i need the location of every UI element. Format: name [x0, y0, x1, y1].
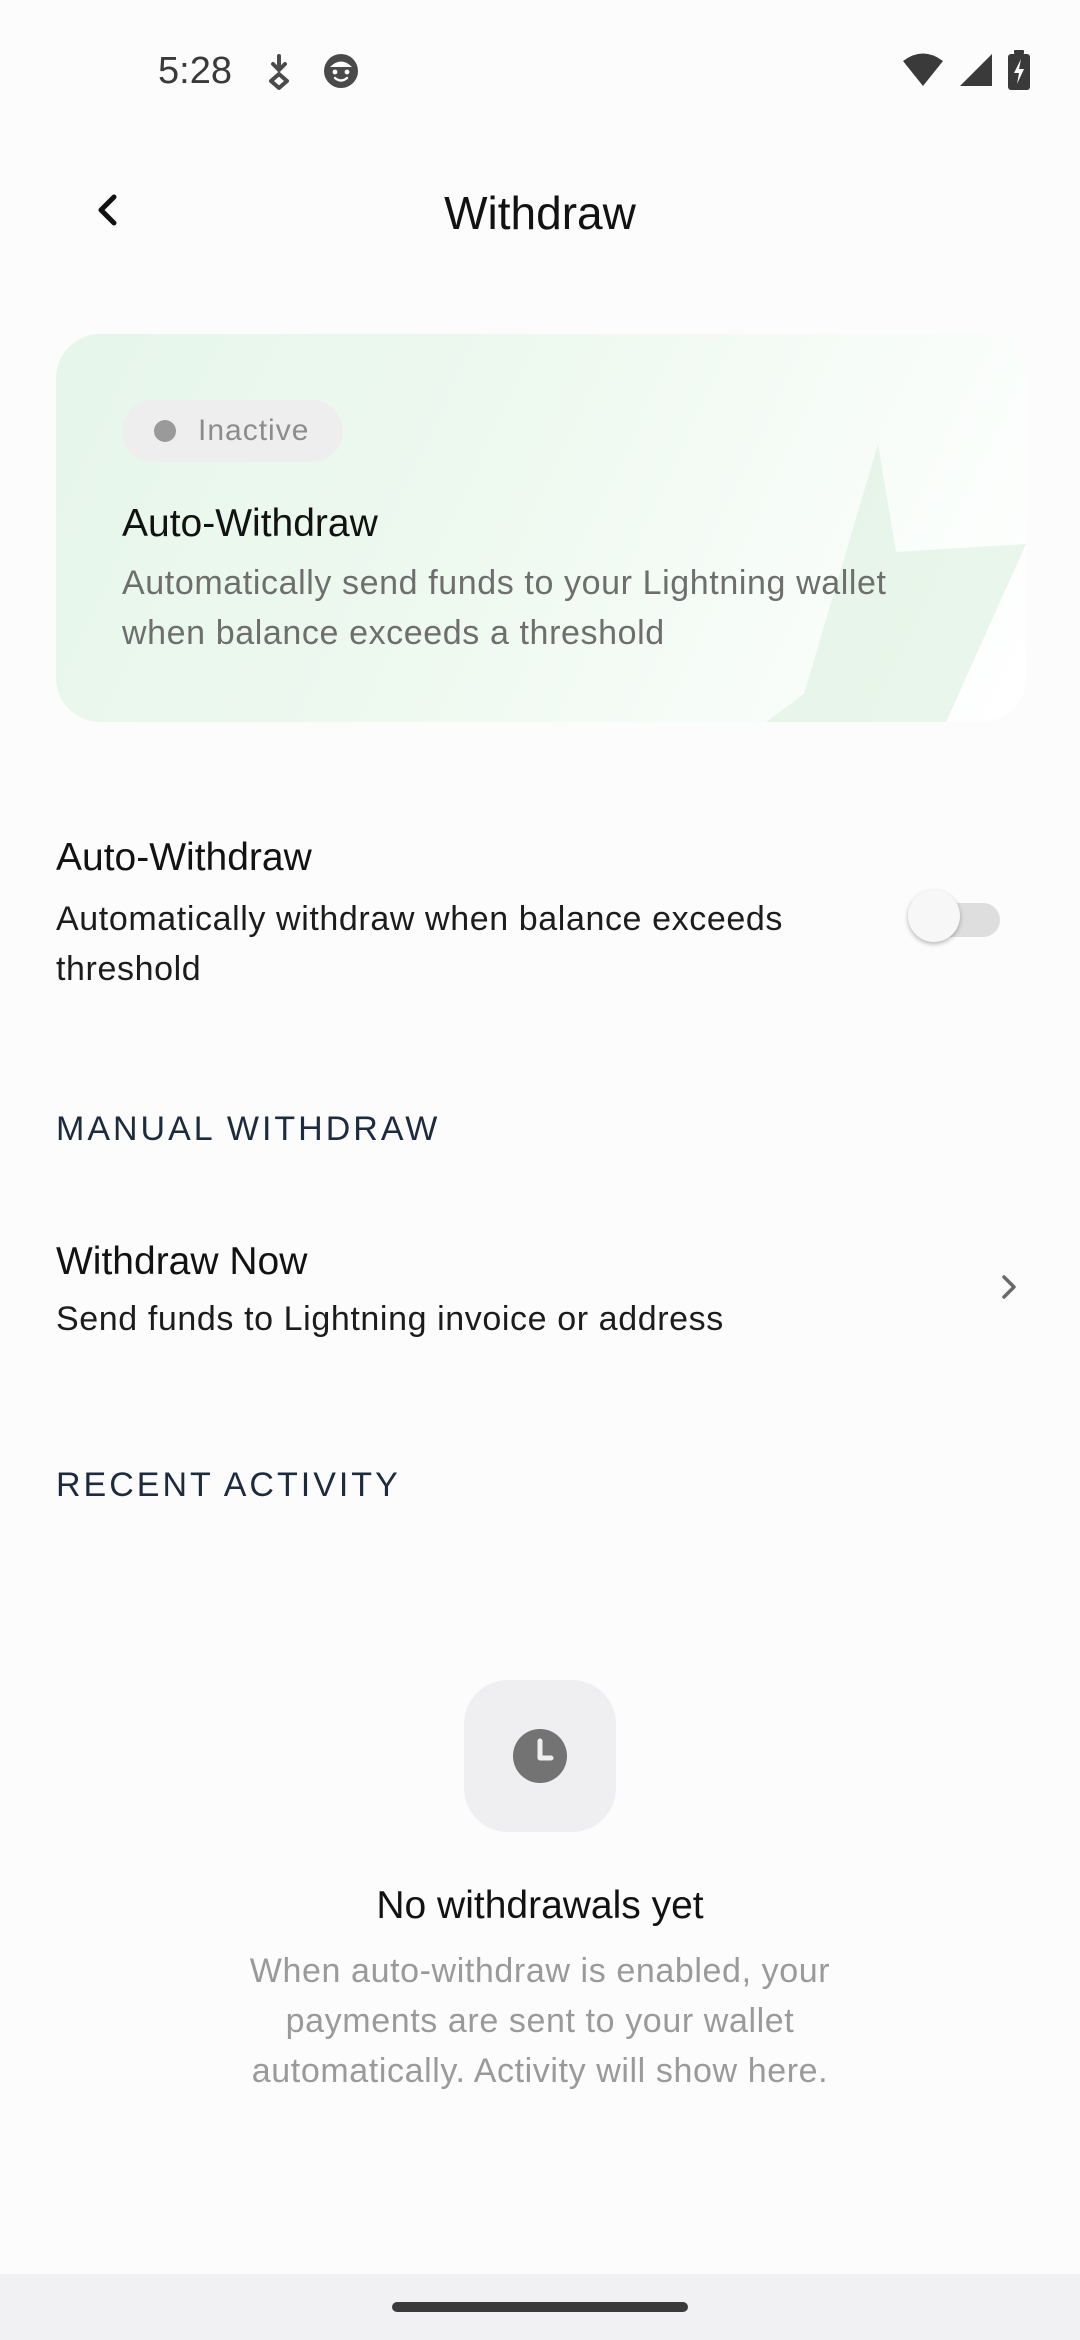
withdraw-now-title: Withdraw Now	[56, 1240, 308, 1283]
section-header-manual-withdraw: MANUAL WITHDRAW	[56, 1110, 441, 1148]
setting-title: Auto-Withdraw	[56, 836, 312, 879]
section-header-recent-activity: RECENT ACTIVITY	[56, 1466, 401, 1504]
hero-description: Automatically send funds to your Lightning wallet when balance exceeds a threshold	[122, 564, 887, 652]
auto-withdraw-setting-row[interactable]	[56, 826, 1024, 996]
wifi-icon	[902, 52, 944, 88]
empty-state-description: When auto-withdraw is enabled, your payments are sent to your wallet automatically. Activity will show here.	[249, 1952, 831, 2090]
empty-state-title: No withdrawals yet	[376, 1884, 704, 1927]
status-bar	[0, 0, 1080, 140]
signal-icon	[958, 52, 994, 88]
home-gesture-handle[interactable]	[392, 2302, 688, 2312]
battery-charging-icon	[1008, 50, 1030, 90]
empty-state-icon-box	[464, 1680, 616, 1832]
withdraw-now-row[interactable]	[56, 1222, 1024, 1352]
download-icon	[262, 52, 296, 92]
auto-withdraw-toggle[interactable]	[908, 888, 1004, 944]
status-right-icons	[902, 50, 1030, 90]
page-title: Withdraw	[444, 187, 636, 239]
auto-withdraw-info-card	[56, 334, 1026, 722]
withdraw-now-description: Send funds to Lightning invoice or address	[56, 1300, 724, 1338]
hero-title: Auto-Withdraw	[122, 502, 378, 545]
status-time: 5:28	[158, 50, 232, 92]
chevron-right-icon	[994, 1272, 1024, 1302]
setting-description: Automatically withdraw when balance exceeds threshold	[56, 900, 783, 988]
toggle-thumb	[908, 890, 960, 942]
status-badge-label: Inactive	[198, 414, 310, 447]
gesture-navigation-bar	[0, 2274, 1080, 2340]
face-icon	[322, 52, 360, 90]
clock-icon	[511, 1727, 569, 1785]
status-badge	[122, 400, 343, 462]
status-dot-icon	[154, 420, 176, 442]
